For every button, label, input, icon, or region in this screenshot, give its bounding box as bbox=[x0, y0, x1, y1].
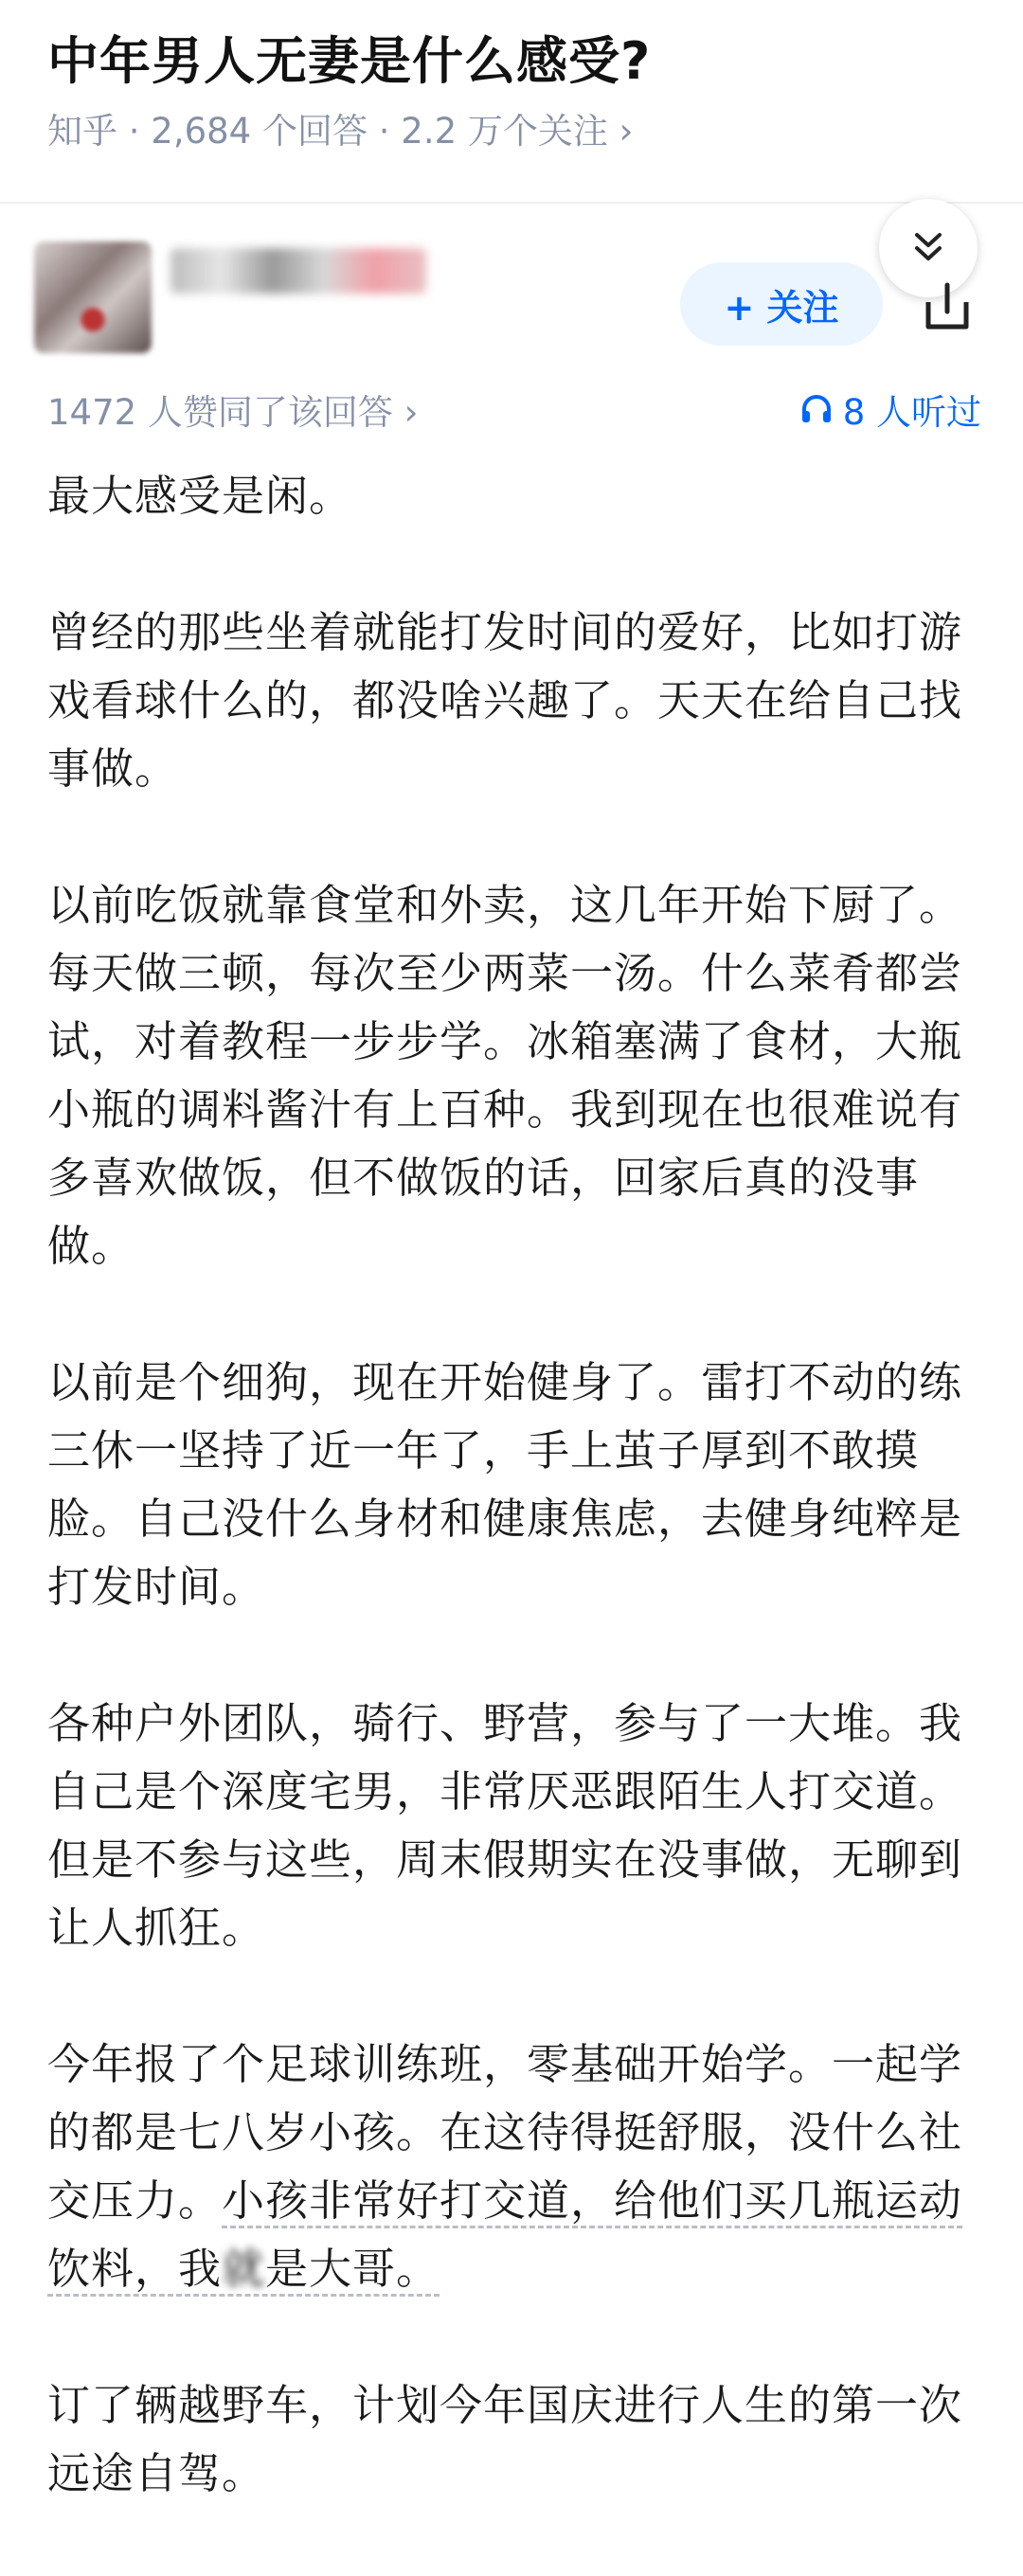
answer-count: 2,684 个回答 bbox=[151, 111, 368, 152]
answer-paragraph bbox=[47, 2030, 985, 2303]
answer-paragraph: 订了辆越野车，计划今年国庆进行人生的第一次远途自驾。 bbox=[47, 2380, 963, 2498]
header-divider bbox=[0, 202, 1023, 204]
double-chevron-down-icon bbox=[909, 229, 947, 267]
meta-separator: · bbox=[367, 111, 402, 152]
source-label: 知乎 bbox=[47, 111, 117, 152]
follower-count: 2.2 万个关注 bbox=[401, 111, 608, 152]
answer-paragraph: 各种户外团队，骑行、野营，参与了一大堆。我自己是个深度宅男，非常厌恶跟陌生人打交道。但是不参与这些，周末假期实在没事做，无聊到让人抓狂。 bbox=[47, 1698, 963, 1953]
answer-text: 今年报了个足球训练班，零基础开始学。一起学的都是七八岁小孩。在这待得挺舒服，没什么社交压力。 bbox=[47, 2039, 963, 2226]
question-title[interactable]: 中年男人无妻是什么感受? bbox=[47, 31, 652, 91]
answer-paragraph: 以前是个细狗，现在开始健身了。雷打不动的练三休一坚持了近一年了，手上茧子厚到不敢摸脸。自己没什么身材和健康焦虑，去健身纯粹是打发时间。 bbox=[47, 1357, 963, 1612]
vote-count[interactable]: 1472 人赞同了该回答 › bbox=[47, 392, 419, 433]
meta-separator: · bbox=[117, 111, 152, 152]
highlighted-text-part: 小孩非常好打交道，给他们买几瓶运动饮料，我 bbox=[47, 2175, 963, 2294]
highlighted-text-part: 是大哥。 bbox=[265, 2244, 440, 2294]
blurred-text: 就 bbox=[222, 2244, 266, 2294]
headphones-icon bbox=[799, 392, 834, 426]
answer-content bbox=[47, 462, 985, 2576]
author-avatar[interactable] bbox=[34, 242, 152, 353]
answer-paragraph: 最大感受是闲。 bbox=[47, 471, 353, 521]
listen-count[interactable] bbox=[799, 384, 981, 435]
answer-paragraph: 以前吃饭就靠食堂和外卖，这几年开始下厨了。每天做三顿，每次至少两菜一汤。什么菜肴都尝试，对着教程一步步学。冰箱塞满了食材，大瓶小瓶的调料酱汁有上百种。我到现在也很难说有多喜欢做饭，但不做饭的话，回家后真的没事做。 bbox=[47, 880, 963, 1271]
chevron-right-icon: › bbox=[607, 111, 634, 152]
answer-paragraph: 曾经的那些坐着就能打发时间的爱好，比如打游戏看球什么的，都没啥兴趣了。天天在给自己找事做。 bbox=[47, 607, 963, 794]
share-icon[interactable] bbox=[919, 279, 976, 336]
author-name[interactable] bbox=[170, 248, 426, 294]
follow-button[interactable]: + 关注 bbox=[680, 262, 883, 346]
question-meta[interactable] bbox=[47, 102, 633, 153]
question-header bbox=[0, 0, 1023, 204]
listen-count-label: 8 人听过 bbox=[842, 392, 981, 433]
